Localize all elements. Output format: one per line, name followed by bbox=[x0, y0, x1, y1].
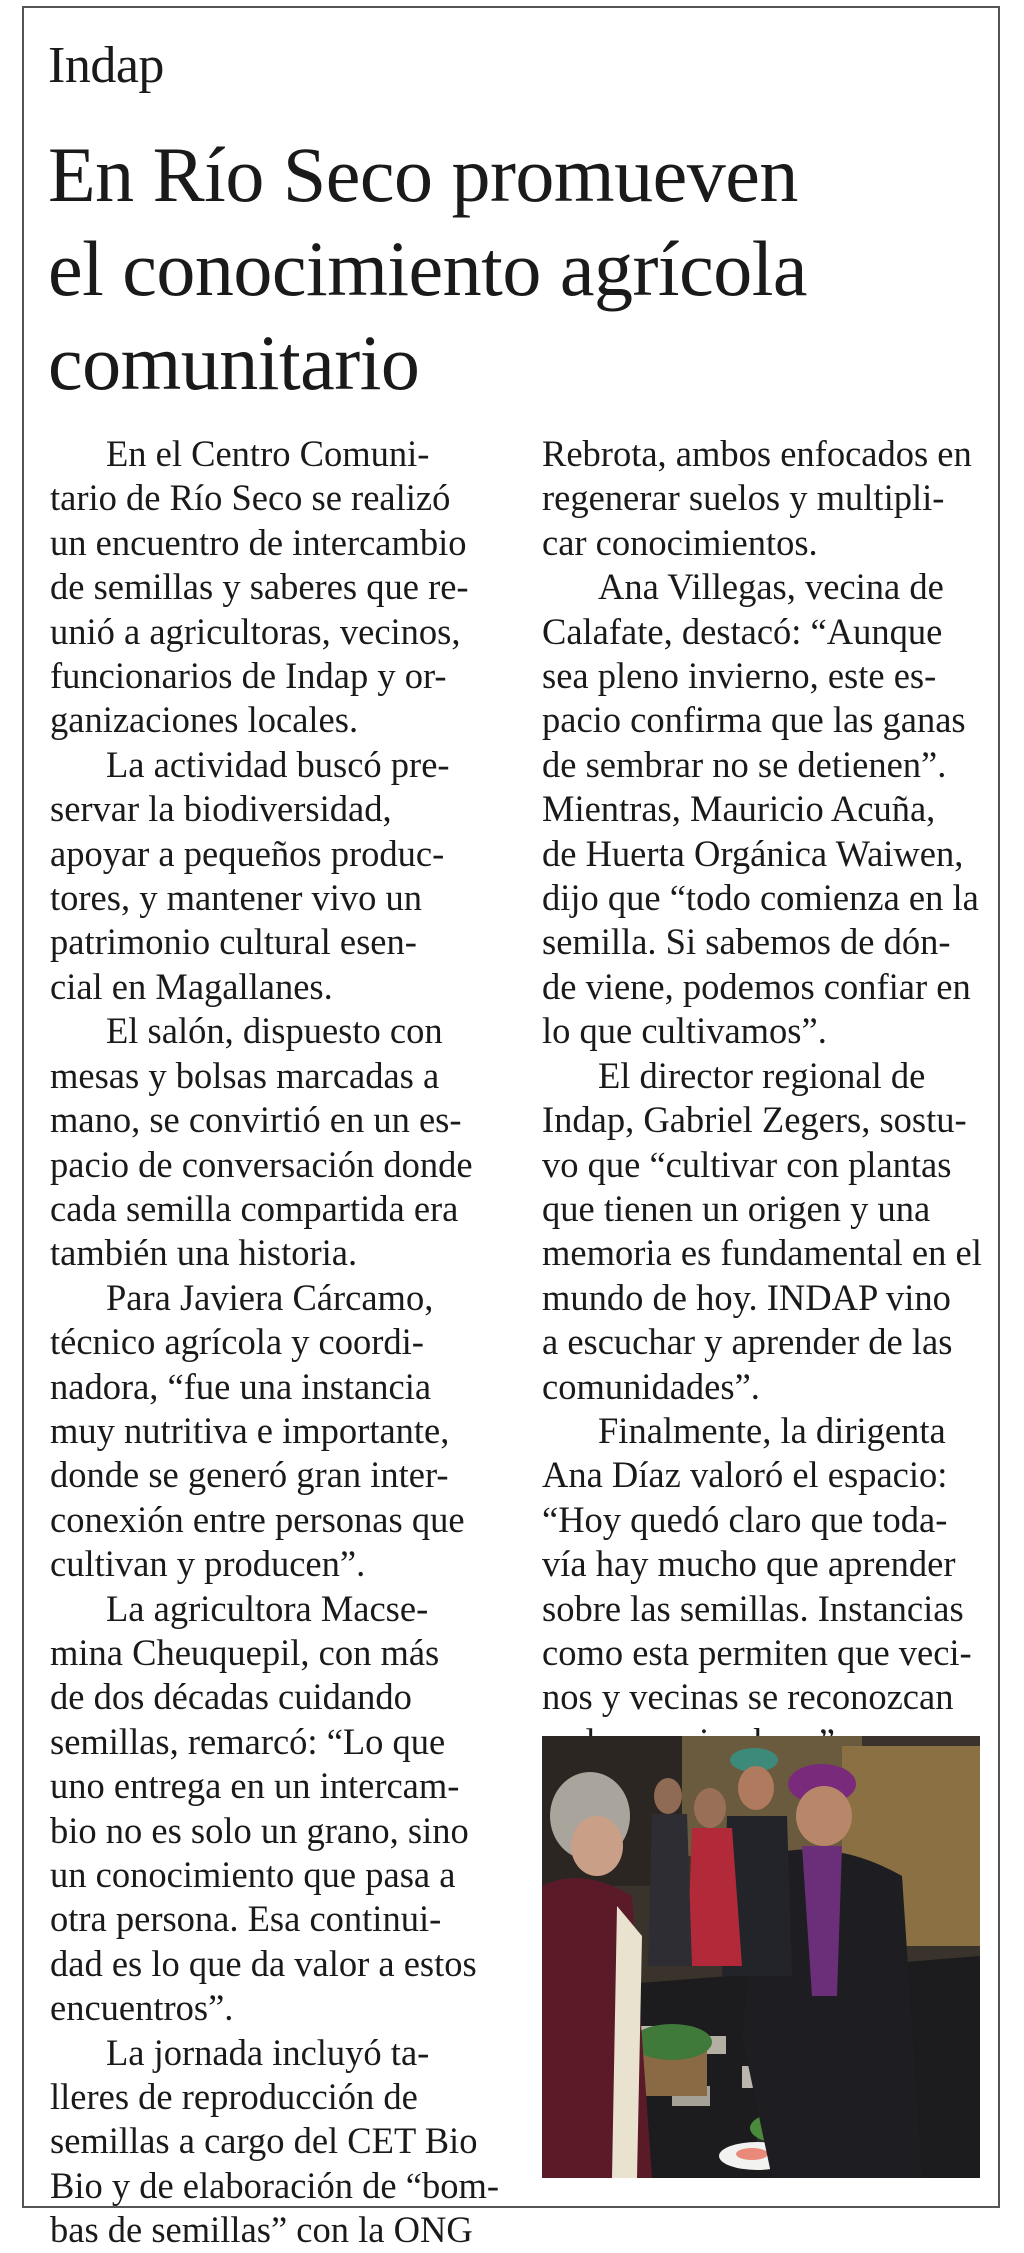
body-line: El salón, dispuesto con bbox=[106, 1010, 443, 1052]
body-line: mundo de hoy. INDAP vino bbox=[542, 1276, 951, 1318]
body-line: regenerar suelos y multipli- bbox=[542, 477, 945, 519]
body-line: Rebrota, ambos enfocados en bbox=[542, 433, 972, 474]
body-line: lo que cultivamos”. bbox=[542, 1010, 827, 1052]
body-line: sobre las semillas. Instancias bbox=[542, 1587, 964, 1629]
photo-seed-exchange-icon bbox=[542, 1736, 980, 2178]
body-line: semilla. Si sabemos de dón- bbox=[542, 921, 951, 963]
body-line: de dos décadas cuidando bbox=[50, 1676, 412, 1718]
body-line: unió a agricultoras, vecinos, bbox=[50, 610, 461, 652]
body-column-left bbox=[50, 432, 499, 2253]
headline-line: el conocimiento agrícola bbox=[48, 225, 808, 312]
body-line: En el Centro Comuni- bbox=[106, 433, 430, 474]
body-line: La agricultora Macse- bbox=[106, 1587, 429, 1629]
body-line: como esta permiten que veci- bbox=[542, 1631, 972, 1673]
body-line: un encuentro de intercambio bbox=[50, 521, 467, 563]
body-line: Indap, Gabriel Zegers, sostu- bbox=[542, 1099, 967, 1141]
body-line: La actividad buscó pre- bbox=[106, 743, 450, 785]
body-line: El director regional de bbox=[598, 1054, 926, 1096]
body-line: La jornada incluyó ta- bbox=[106, 2031, 430, 2073]
body-line: mano, se convirtió en un es- bbox=[50, 1099, 462, 1141]
section-label: Indap bbox=[48, 37, 164, 94]
body-line: Ana Villegas, vecina de bbox=[598, 566, 944, 608]
body-line: tores, y mantener vivo un bbox=[50, 877, 423, 919]
body-line: bio no es solo un grano, sino bbox=[50, 1809, 469, 1851]
body-line: mesas y bolsas marcadas a bbox=[50, 1054, 440, 1096]
body-line: cultivan y producen”. bbox=[50, 1543, 366, 1585]
body-line: conexión entre personas que bbox=[50, 1498, 465, 1540]
body-line: funcionarios de Indap y or- bbox=[50, 655, 447, 697]
body-line: apoyar a pequeños produc- bbox=[50, 832, 445, 874]
body-line: Bio y de elaboración de “bom- bbox=[50, 2164, 499, 2206]
headline-line: comunitario bbox=[48, 319, 420, 406]
article-photo bbox=[542, 1736, 980, 2178]
body-line: encuentros”. bbox=[50, 1987, 234, 2029]
body-line: técnico agrícola y coordi- bbox=[50, 1321, 424, 1363]
body-line: tario de Río Seco se realizó bbox=[50, 477, 451, 519]
body-line: pacio confirma que las ganas bbox=[542, 699, 966, 741]
body-line: un conocimiento que pasa a bbox=[50, 1854, 456, 1895]
body-line: cial en Magallanes. bbox=[50, 965, 333, 1007]
body-line: bas de semillas” con la ONG bbox=[50, 2209, 473, 2251]
body-line: vo que “cultivar con plantas bbox=[542, 1143, 952, 1185]
body-line: cada semilla compartida era bbox=[50, 1187, 459, 1229]
body-line: semillas a cargo del CET Bio bbox=[50, 2120, 478, 2162]
body-line: de viene, podemos confiar en bbox=[542, 965, 971, 1007]
body-line: que tienen un origen y una bbox=[542, 1187, 931, 1229]
body-line: car conocimientos. bbox=[542, 521, 818, 563]
body-line: vía hay mucho que aprender bbox=[542, 1543, 956, 1585]
body-line: Para Javiera Cárcamo, bbox=[106, 1276, 434, 1318]
body-line: muy nutritiva e importante, bbox=[50, 1409, 450, 1451]
body-line: “Hoy quedó claro que toda- bbox=[542, 1498, 948, 1540]
body-line: a escuchar y aprender de las bbox=[542, 1321, 953, 1363]
body-line: Finalmente, la dirigenta bbox=[598, 1409, 946, 1451]
body-line: servar la biodiversidad, bbox=[50, 788, 392, 830]
body-line: de semillas y saberes que re- bbox=[50, 566, 469, 608]
body-line: semillas, remarcó: “Lo que bbox=[50, 1720, 446, 1762]
body-line: mina Cheuquepil, con más bbox=[50, 1631, 440, 1673]
body-line: nadora, “fue una instancia bbox=[50, 1365, 432, 1407]
headline bbox=[48, 128, 988, 410]
body-line: de Huerta Orgánica Waiwen, bbox=[542, 832, 964, 874]
body-line: uno entrega en un intercam- bbox=[50, 1765, 460, 1807]
body-line: comunidades”. bbox=[542, 1365, 760, 1407]
body-line: ganizaciones locales. bbox=[50, 699, 359, 741]
body-line: dijo que “todo comienza en la bbox=[542, 877, 979, 919]
body-line: memoria es fundamental en el bbox=[542, 1232, 982, 1274]
body-line: nos y vecinas se reconozcan bbox=[542, 1676, 954, 1718]
body-line: pacio de conversación donde bbox=[50, 1143, 473, 1185]
body-line: Mientras, Mauricio Acuña, bbox=[542, 788, 936, 830]
body-line: Ana Díaz valoró el espacio: bbox=[542, 1454, 948, 1496]
body-line: sea pleno invierno, este es- bbox=[542, 655, 937, 697]
body-line: patrimonio cultural esen- bbox=[50, 921, 417, 963]
body-column-right bbox=[542, 432, 982, 1764]
body-line: otra persona. Esa continui- bbox=[50, 1898, 442, 1940]
body-line: Calafate, destacó: “Aunque bbox=[542, 610, 943, 652]
body-line: de sembrar no se detienen”. bbox=[542, 743, 947, 785]
body-line: lleres de reproducción de bbox=[50, 2076, 418, 2118]
body-line: también una historia. bbox=[50, 1232, 358, 1274]
body-line: donde se generó gran inter- bbox=[50, 1454, 449, 1496]
body-line: dad es lo que da valor a estos bbox=[50, 1942, 477, 1984]
headline-line: En Río Seco promueven bbox=[48, 131, 798, 218]
